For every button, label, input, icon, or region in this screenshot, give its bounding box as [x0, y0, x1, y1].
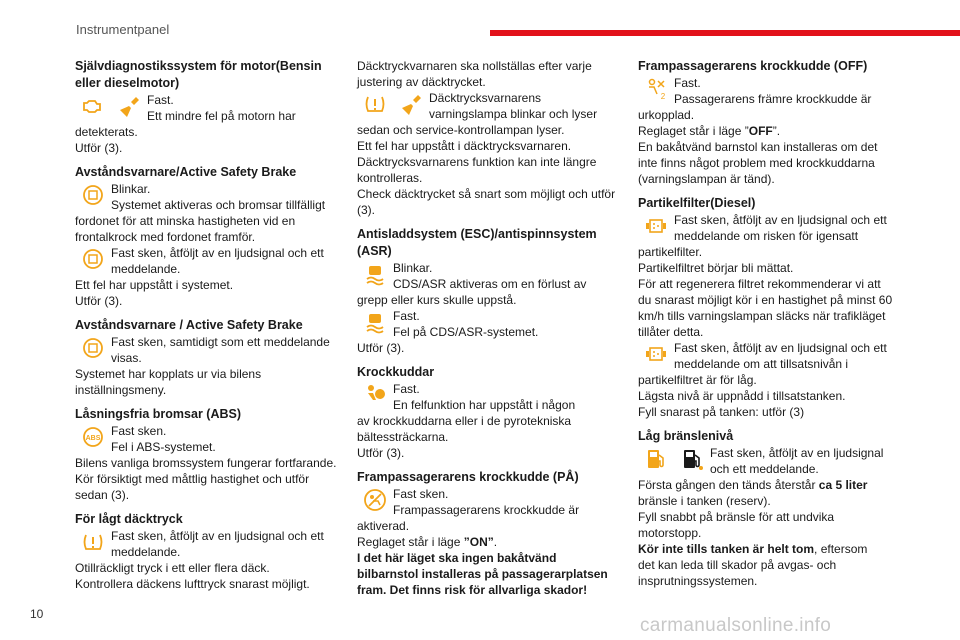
warning-paragraph: I det här läget ska ingen bakåtvänd [357, 551, 557, 565]
header-accent-bar [490, 30, 960, 36]
safety-brake-icon [81, 247, 105, 271]
particle-filter-icon [644, 342, 668, 366]
entry-text: Fel på CDS/ASR-systemet. [393, 325, 539, 339]
abs-icon [81, 425, 105, 449]
paragraph: tillåter detta. [638, 325, 704, 339]
paragraph: bränsle i tanken (reserv). [638, 494, 771, 508]
entry-text: varningslampa blinkar och lyser [429, 107, 598, 121]
text-run: ”. [772, 124, 781, 138]
section-title: För lågt däcktryck [75, 512, 183, 526]
paragraph: Partikelfiltret börjar bli mättat. [638, 261, 794, 275]
paragraph: För att regenerera filtret rekommenderar vi att [638, 277, 881, 291]
entry-text: Fast sken, åtföljt av en ljudsignal [710, 446, 884, 460]
paragraph: bältessträckarna. [357, 430, 449, 444]
page-header-title: Instrumentpanel [76, 22, 170, 37]
paragraph: En bakåtvänd barnstol kan installeras om det [638, 140, 878, 154]
paragraph: urkopplad. [638, 108, 695, 122]
entry-text: Fast sken, åtföljt av en ljudsignal och ett [111, 246, 324, 260]
column-3 [638, 58, 906, 589]
entry-text: En felfunktion har uppstått i någon [393, 398, 576, 412]
paragraph [638, 541, 906, 557]
entry-text: Fel i ABS-systemet. [111, 440, 216, 454]
entry-text: Fast sken. [111, 424, 167, 438]
entry-text: Däcktrycksvarnarens [429, 91, 542, 105]
paragraph: motorstopp. [638, 526, 702, 540]
paragraph: insprutningssystemen. [638, 574, 758, 588]
wrench-icon [117, 94, 141, 118]
text-run-bold: OFF [748, 124, 773, 138]
entry-text: Frampassagerarens krockkudde är [393, 503, 580, 517]
entry-text: och ett meddelande. [710, 462, 819, 476]
section-title: Avståndsvarnare/Active Safety Brake [75, 165, 297, 179]
section-title: Krockkuddar [357, 365, 435, 379]
warning-entry [638, 340, 906, 372]
entry-text: visas. [111, 351, 142, 365]
entry-text: Fast. [147, 93, 174, 107]
safety-brake-off-icon [81, 336, 105, 360]
entry-text: Ett mindre fel på motorn har [147, 109, 296, 123]
warning-entry [75, 423, 343, 455]
paragraph: Utför (3). [75, 141, 123, 155]
entry-text: meddelande. [111, 262, 181, 276]
paragraph: Fyll snabbt på bränsle för att undvika [638, 510, 835, 524]
paragraph: fordonet för att minska hastigheten vid en [75, 214, 296, 228]
paragraph: km/h tills varningslampan släcks när trafikläget [638, 309, 886, 323]
warning-paragraph: bilbarnstol installeras på passagerarplatsen [357, 567, 608, 581]
paragraph: inställningsmeny. [75, 383, 167, 397]
text-run: Reglaget står i läge ” [638, 124, 749, 138]
paragraph: Check däcktrycket så snart som möjligt och utför [357, 187, 616, 201]
entry-text: Fast sken, åtföljt av en ljudsignal och ett [674, 341, 887, 355]
paragraph: partikelfilter. [638, 245, 703, 259]
text-run: , eftersom [814, 542, 868, 556]
paragraph: Ett fel har uppstått i systemet. [75, 278, 234, 292]
esc-skid-icon [363, 262, 387, 286]
airbag-icon [363, 383, 387, 407]
text-run: Reglaget står i läge [357, 535, 464, 549]
entry-text: Blinkar. [111, 182, 151, 196]
section-title: Avståndsvarnare / Active Safety Brake [75, 318, 303, 332]
paragraph: Lägsta nivå är uppnådd i tillsatstanken. [638, 389, 846, 403]
entry-text: Fast. [674, 76, 701, 90]
engine-warning-icon [81, 94, 105, 118]
column-1 [75, 58, 343, 592]
paragraph: Däcktryckvarnaren ska nollställas efter varje [357, 59, 592, 73]
particle-filter-icon [644, 214, 668, 238]
section-title: Låg bränslenivå [638, 429, 734, 443]
paragraph: Däcktrycksvarnarens funktion kan inte längre [357, 155, 597, 169]
paragraph: sedan (3). [75, 488, 130, 502]
entry-text: Fast sken, samtidigt som ett meddelande [111, 335, 330, 349]
paragraph: detekterats. [75, 125, 138, 139]
entry-text: Fast. [393, 309, 420, 323]
paragraph: aktiverad. [357, 519, 410, 533]
text-run: . [493, 535, 498, 549]
passenger-airbag-on-icon [363, 488, 387, 512]
paragraph: frontalkrock med fordonet framför. [75, 230, 256, 244]
text-run: Första gången den tänds återstår [638, 478, 819, 492]
entry-text: meddelande om att tillsatsnivån i [674, 357, 849, 371]
entry-text: Fast. [393, 382, 420, 396]
warning-entry [357, 308, 625, 340]
paragraph: Kontrollera däckens lufttryck snarast möjligt. [75, 577, 310, 591]
warning-entry [357, 260, 625, 292]
fuel-pump-low-icon [680, 447, 704, 471]
entry-text: meddelande om risken för igensatt [674, 229, 859, 243]
paragraph: Otillräckligt tryck i ett eller flera däck. [75, 561, 270, 575]
paragraph: Utför (3). [357, 446, 405, 460]
warning-entry [75, 528, 343, 560]
paragraph: Utför (3). [75, 294, 123, 308]
svg-text:ABS: ABS [85, 435, 101, 442]
entry-text: CDS/ASR aktiveras om en förlust av [393, 277, 587, 291]
passenger-airbag-off-icon [644, 77, 668, 101]
section-title: Frampassagerarens krockkudde (PÅ) [357, 470, 579, 484]
warning-entry [75, 92, 343, 124]
warning-entry [638, 445, 906, 477]
entry-text: Fast sken, åtföljt av en ljudsignal och ett [111, 529, 324, 543]
fuel-pump-icon [644, 447, 668, 471]
paragraph: (varningslampan är tänd). [638, 172, 775, 186]
warning-entry [75, 181, 343, 213]
paragraph: Ett fel har uppstått i däcktrycksvarnaren. [357, 139, 572, 153]
section-title: Partikelfilter(Diesel) [638, 196, 756, 210]
warning-entry [75, 245, 343, 277]
warning-entry [75, 334, 343, 366]
paragraph [357, 534, 625, 550]
paragraph: av krockkuddarna eller i de pyrotekniska [357, 414, 572, 428]
section-title: Antisladdsystem (ESC)/antispinnsystem (ASR) [357, 227, 597, 258]
warning-entry [357, 381, 625, 413]
paragraph: justering av däcktrycket. [357, 75, 486, 89]
svg-text:2: 2 [660, 92, 666, 101]
entry-text: Fast sken. [393, 487, 449, 501]
esc-skid-icon [363, 310, 387, 334]
warning-entry [638, 212, 906, 244]
paragraph: Systemet har kopplats ur via bilens [75, 367, 262, 381]
page-number: 10 [30, 607, 44, 621]
section-title: Låsningsfria bromsar (ABS) [75, 407, 242, 421]
paragraph: Bilens vanliga bromssystem fungerar fortfarande. [75, 456, 337, 470]
text-run-bold: ca 5 liter [818, 478, 868, 492]
paragraph [638, 123, 906, 139]
safety-brake-icon [81, 183, 105, 207]
warning-paragraph: fram. Det finns risk för allvarliga skador! [357, 583, 588, 597]
tyre-pressure-icon [363, 92, 387, 116]
warning-entry [638, 75, 906, 107]
paragraph: (3). [357, 203, 375, 217]
text-run-bold: Kör inte tills tanken är helt tom [638, 542, 815, 556]
paragraph: kontrolleras. [357, 171, 423, 185]
paragraph: partikelfiltret är för låg. [638, 373, 757, 387]
column-2 [357, 58, 625, 598]
entry-text: meddelande. [111, 545, 181, 559]
entry-text: Blinkar. [393, 261, 433, 275]
paragraph: Kör försiktigt med måttlig hastighet och utför [75, 472, 310, 486]
tyre-pressure-icon [81, 530, 105, 554]
paragraph: grepp eller kurs skulle uppstå. [357, 293, 517, 307]
paragraph: det kan leda till skador på avgas- och [638, 558, 837, 572]
paragraph: inte finns något problem med krockkuddarna [638, 156, 875, 170]
section-title: Frampassagerarens krockkudde (OFF) [638, 59, 868, 73]
paragraph: du snarast möjligt kör i en hastighet på minst 60 [638, 293, 893, 307]
paragraph: Utför (3). [357, 341, 405, 355]
paragraph: sedan och service-kontrollampan lyser. [357, 123, 565, 137]
entry-text: Passagerarens främre krockkudde är [674, 92, 872, 106]
section-title: Självdiagnostikssystem för motor(Bensin eller dieselmotor) [75, 59, 322, 90]
entry-text: Systemet aktiveras och bromsar tillfälligt [111, 198, 326, 212]
paragraph: Fyll snarast på tanken: utför (3) [638, 405, 805, 419]
warning-entry [357, 90, 625, 122]
text-run-bold: ”ON” [463, 535, 494, 549]
entry-text: Fast sken, åtföljt av en ljudsignal och ett [674, 213, 887, 227]
watermark: carmanualsonline.info [640, 615, 832, 636]
paragraph [638, 477, 906, 493]
wrench-icon [399, 92, 423, 116]
warning-entry [357, 486, 625, 518]
